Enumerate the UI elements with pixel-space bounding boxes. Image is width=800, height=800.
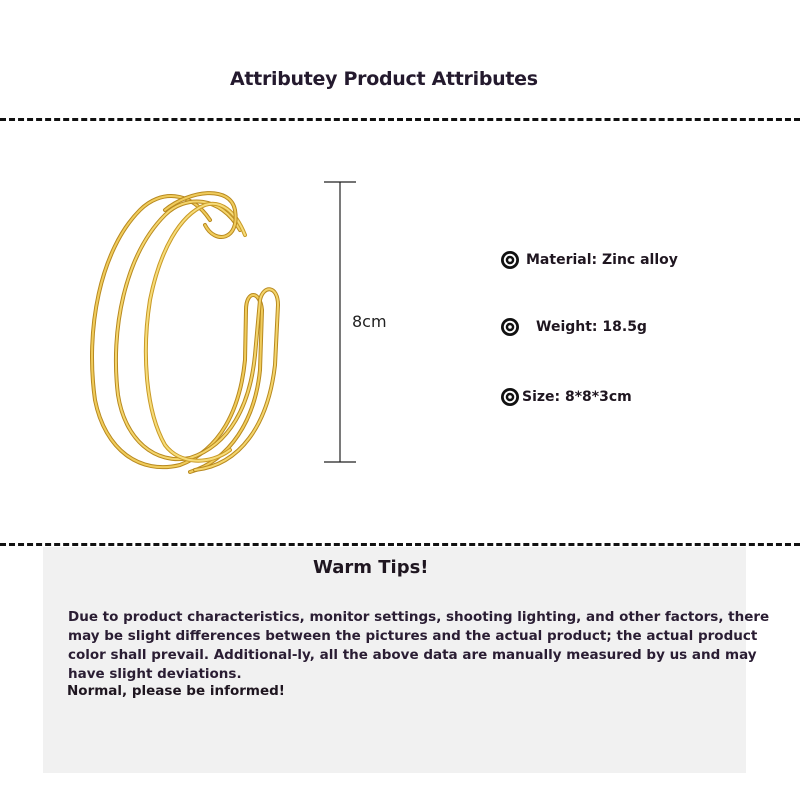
dashed-divider-top (0, 118, 800, 121)
attribute-material-text: Material: Zinc alloy (526, 252, 678, 268)
attribute-weight (500, 317, 647, 337)
warm-tips-title: Warm Tips! (313, 557, 429, 578)
warm-tips-body: Due to product characteristics, monitor settings, shooting lighting, and other factors, there may be slight differences between the pictures and the actual product; the actual product color shall prevail. Additional-ly, all the above data are manually measured by us and may have slight deviations. (68, 609, 770, 682)
attribute-size (500, 387, 632, 407)
target-bullet-icon (500, 387, 520, 407)
dashed-divider-bottom (0, 543, 800, 546)
warm-tips-note: Normal, please be informed! (67, 683, 285, 699)
page-title: Attributey Product Attributes (230, 68, 538, 90)
attribute-material (500, 250, 678, 270)
target-bullet-icon (500, 250, 520, 270)
product-image-bangle (70, 180, 300, 480)
dimension-label: 8cm (352, 312, 387, 331)
target-bullet-icon (500, 317, 520, 337)
attribute-weight-text: Weight: 18.5g (536, 319, 647, 335)
attribute-size-text: Size: 8*8*3cm (522, 389, 632, 405)
